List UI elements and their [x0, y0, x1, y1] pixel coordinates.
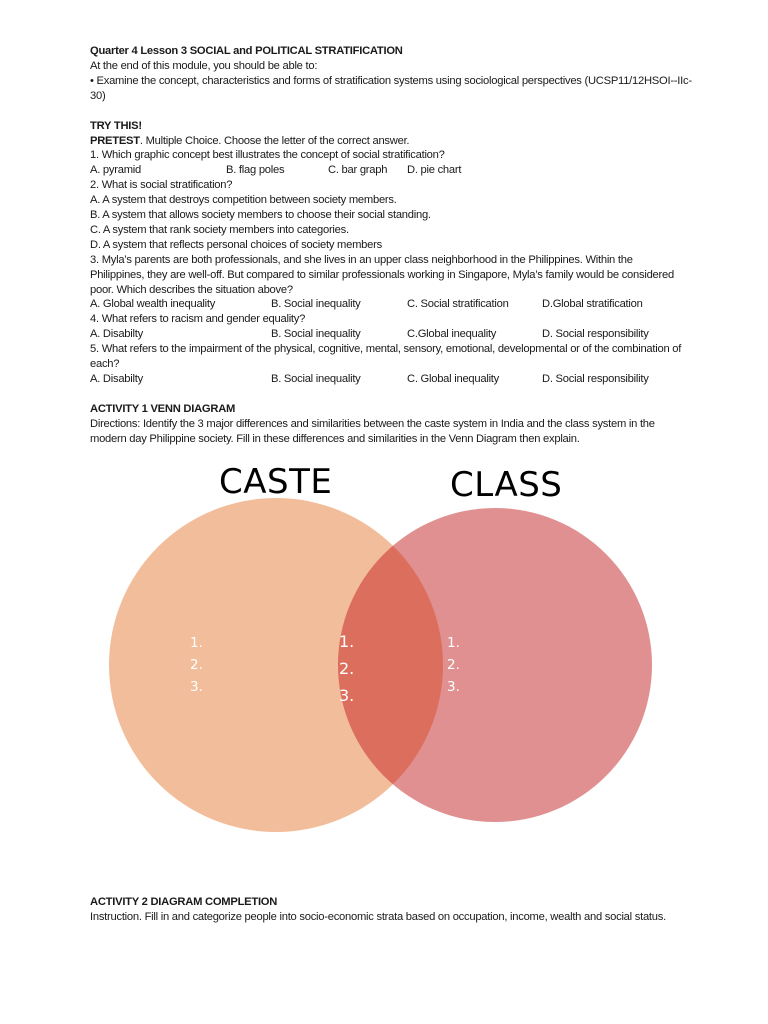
question-2: 2. What is social stratification?	[90, 179, 233, 192]
choice-b: B. Social inequality	[271, 372, 361, 385]
class-title: CLASS	[450, 465, 563, 505]
choice-a: A. Disabilty	[90, 328, 143, 341]
choice-c: C. Global inequality	[407, 372, 500, 385]
choice-b: B. Social inequality	[271, 298, 361, 311]
choice-d: D.Global stratification	[542, 298, 643, 311]
question-5-line-2: each?	[90, 358, 120, 371]
activity-2-section	[90, 895, 666, 925]
choice-c: C.Global inequality	[407, 328, 497, 341]
choice-c: C. A system that rank society members into categories.	[90, 223, 349, 236]
question-4: 4. What refers to racism and gender equality?	[90, 313, 306, 326]
class-differences-list	[447, 632, 460, 698]
choice-d: D. A system that reflects personal choices of society members	[90, 238, 382, 251]
objective-line-2: 30)	[90, 89, 106, 102]
caste-title: CASTE	[219, 462, 333, 502]
choice-a: A. Global wealth inequality	[90, 298, 216, 311]
activity-1-heading: ACTIVITY 1 VENN DIAGRAM	[90, 402, 236, 415]
choice-d: D. pie chart	[407, 164, 462, 177]
try-this-heading: TRY THIS!	[90, 119, 142, 132]
list-item: 1.	[339, 632, 355, 651]
question-3-line-1: 3. Myla’s parents are both professionals, and she lives in an upper class neighborhood in the Philippines. Within the	[90, 253, 633, 266]
choice-c: C. bar graph	[328, 164, 388, 177]
question-1: 1. Which graphic concept best illustrates the concept of social stratification?	[90, 149, 445, 162]
objective-line-1: • Examine the concept, characteristics and forms of stratification systems using sociological perspectives (UCSP11/12HSOI--IIc-	[90, 74, 692, 87]
choice-b: B. A system that allows society members to choose their social standing.	[90, 209, 431, 222]
activity-1-directions-line-1: Directions: Identify the 3 major differences and similarities between the caste system in India and the class system in the	[90, 417, 655, 430]
choice-d: D. Social responsibility	[542, 372, 649, 385]
choice-b: B. Social inequality	[271, 328, 361, 341]
pretest-text: . Multiple Choice. Choose the letter of the correct answer.	[139, 134, 410, 147]
choice-a: A. A system that destroys competition between society members.	[90, 194, 397, 207]
activity-2-instruction: Instruction. Fill in and categorize people into socio-economic strata based on occupation, income, wealth and social status.	[90, 910, 666, 923]
list-item: 3.	[190, 679, 203, 695]
pretest-label: PRETEST	[90, 134, 140, 147]
question-3-line-3: poor. Which describes the situation above?	[90, 283, 293, 296]
list-item: 2.	[339, 659, 355, 678]
question-3-line-2: Philippines, they are well-off. But compared to similar professionals working in Singapore, Myla’s family would be considered	[90, 268, 674, 281]
choice-b: B. flag poles	[226, 164, 285, 177]
list-item: 1.	[190, 635, 203, 651]
list-item: 2.	[447, 657, 460, 673]
question-5-line-1: 5. What refers to the impairment of the physical, cognitive, mental, sensory, emotional, developmental or of the combination of	[90, 343, 682, 356]
similarities-list	[339, 628, 354, 709]
choice-a: A. pyramid	[90, 164, 141, 177]
activity-2-heading: ACTIVITY 2 DIAGRAM COMPLETION	[90, 896, 278, 908]
intro-text: At the end of this module, you should be able to:	[90, 59, 318, 72]
list-item: 2.	[190, 657, 203, 673]
choice-c: C. Social stratification	[407, 298, 509, 311]
lesson-title: Quarter 4 Lesson 3 SOCIAL and POLITICAL STRATIFICATION	[90, 45, 403, 57]
list-item: 1.	[447, 635, 460, 651]
choice-d: D. Social responsibility	[542, 328, 649, 341]
activity-1-directions-line-2: modern day Philippine society. Fill in these differences and similarities in the Venn Diagram then explain.	[90, 432, 580, 445]
list-item: 3.	[447, 679, 460, 695]
list-item: 3.	[339, 686, 355, 705]
choice-a: A. Disabilty	[90, 372, 143, 385]
caste-differences-list	[190, 632, 203, 698]
